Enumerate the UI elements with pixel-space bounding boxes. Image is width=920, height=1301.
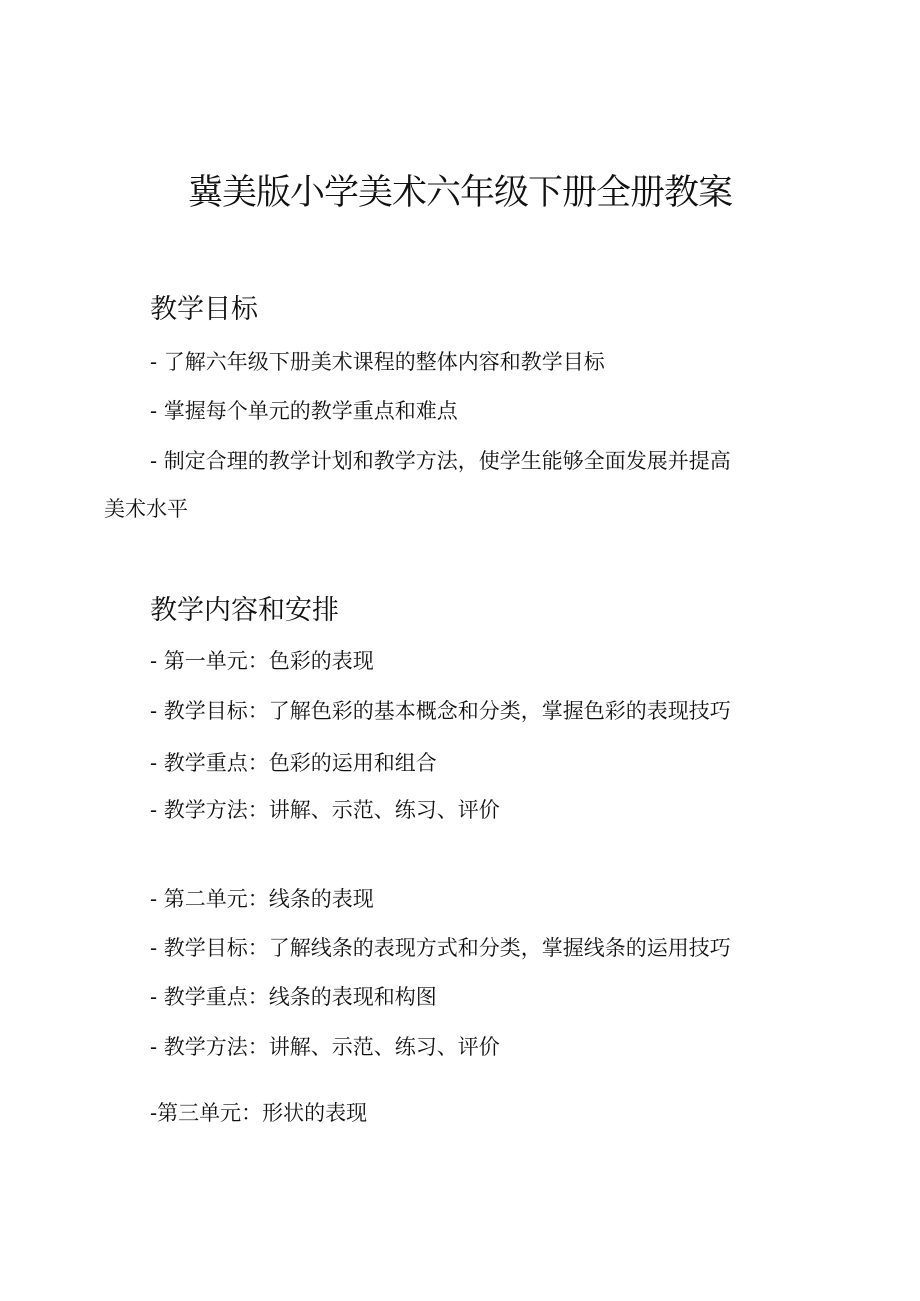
section-heading-objectives: 教学目标 bbox=[150, 294, 258, 325]
objective-line: - 了解六年级下册美术课程的整体内容和教学目标 bbox=[150, 350, 605, 374]
objective-line: - 掌握每个单元的教学重点和难点 bbox=[150, 399, 458, 423]
objective-line-continuation: 美术水平 bbox=[104, 497, 188, 521]
unit-2-method: - 教学方法：讲解、示范、练习、评价 bbox=[150, 1035, 500, 1059]
unit-2-objective: - 教学目标：了解线条的表现方式和分类，掌握线条的运用技巧 bbox=[150, 936, 731, 960]
section-heading-content: 教学内容和安排 bbox=[150, 595, 339, 626]
objective-line: - 制定合理的教学计划和教学方法，使学生能够全面发展并提高 bbox=[150, 449, 731, 473]
unit-2-focus: - 教学重点：线条的表现和构图 bbox=[150, 985, 437, 1009]
unit-3-title: -第三单元：形状的表现 bbox=[150, 1101, 368, 1125]
document-title: 冀美版小学美术六年级下册全册教案 bbox=[187, 173, 732, 213]
unit-1-title: - 第一单元：色彩的表现 bbox=[150, 649, 374, 673]
unit-1-method: - 教学方法：讲解、示范、练习、评价 bbox=[150, 798, 500, 822]
unit-1-objective: - 教学目标：了解色彩的基本概念和分类，掌握色彩的表现技巧 bbox=[150, 699, 731, 723]
unit-1-focus: - 教学重点：色彩的运用和组合 bbox=[150, 751, 437, 775]
unit-2-title: - 第二单元：线条的表现 bbox=[150, 887, 374, 911]
